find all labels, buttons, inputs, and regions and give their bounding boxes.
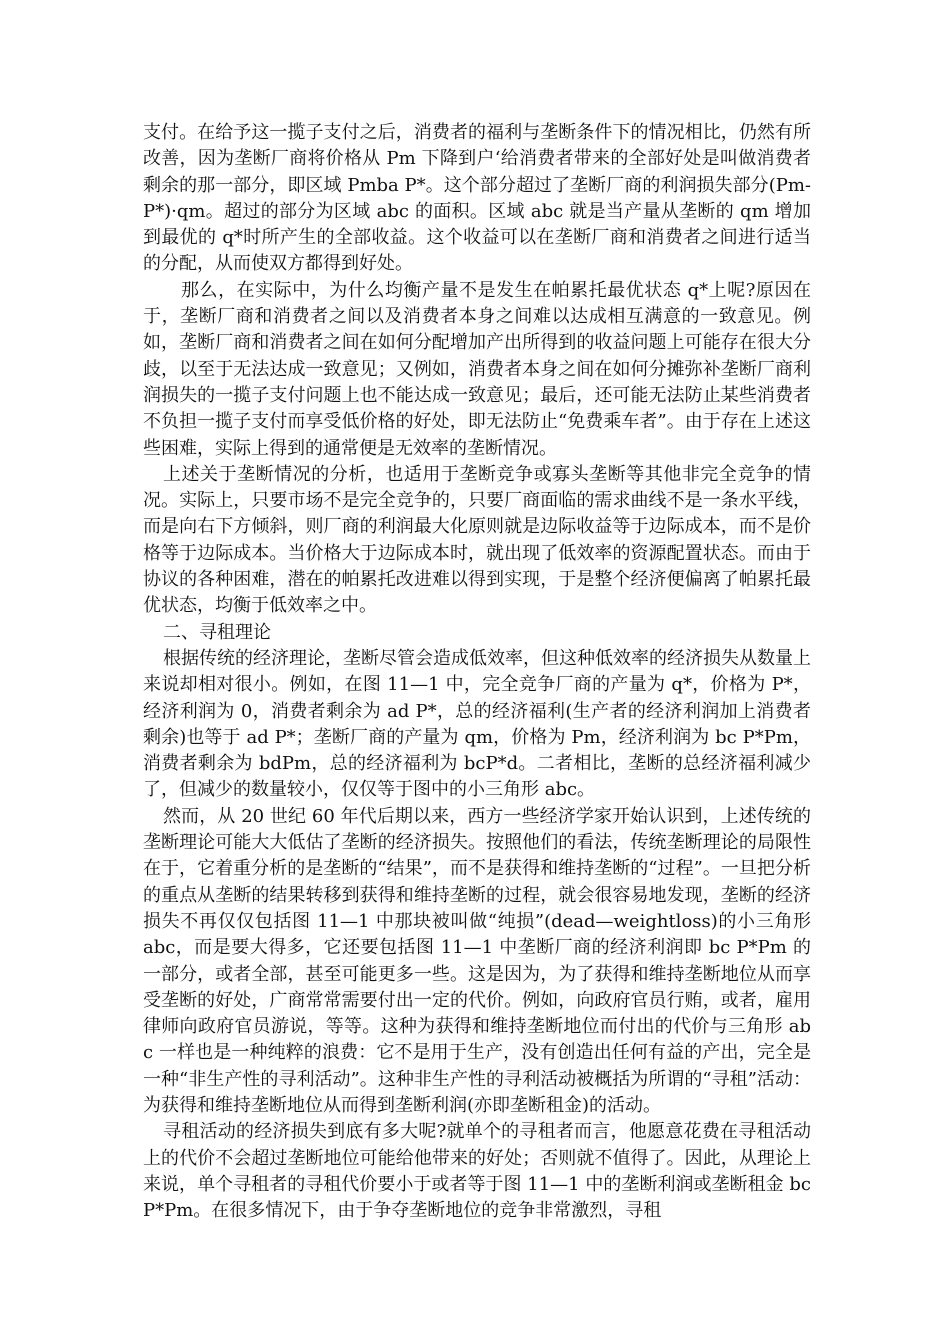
paragraph-lump-sum-payment: 支付。在给予这一揽子支付之后，消费者的福利与垄断条件下的情况相比，仍然有所改善，因为垄断厂商将价格从 Pm 下降到户‘给消费者带来的全部好处是叫做消费者剩余的那一部分，即区域 Pmba P*。这个部分超过了垄断厂商的利润损失部分(Pm- P*)·qm。超过的部分为区域 abc 的面积。区域 abc 就是当产量从垄断的 qm 增加到最优的 q*时所产生的全部收益。这个收益可以在垄断厂商和消费者之间进行适当的分配，从而使双方都得到好处。 — [143, 122, 811, 275]
paragraph-why-not-pareto: 那么，在实际中，为什么均衡产量不是发生在帕累托最优状态 q*上呢?原因在于，垄断厂商和消费者之间以及消费者本身之间难以达成相互满意的一致意见。例如，垄断厂商和消费者之间在如何分配增加产出所得到的收益问题上可能存在很大分歧，以至于无法达成一致意见；又例如，消费者本身之间在如何分摊弥补垄断厂商利润损失的一揽子支付问题上也不能达成一致意见；最后，还可能无法防止某些消费者不负担一揽子支付而享受低价格的好处，即无法防止“免费乘车者”。由于存在上述这些困难，实际上得到的通常便是无效率的垄断情况。 — [143, 279, 811, 459]
document-page — [143, 120, 811, 1224]
paragraph-rent-seeking-process: 然而，从 20 世纪 60 年代后期以来，西方一些经济学家开始认识到，上述传统的垄断理论可能大大低估了垄断的经济损失。按照他们的看法，传统垄断理论的局限性在于，它着重分析的是垄断的“结果”，而不是获得和维持垄断的“过程”。一旦把分析的重点从垄断的结果转移到获得和维持垄断的过程，就会很容易地发现，垄断的经济损失不再仅仅包括图 11—1 中那块被叫做“纯损”(dead—weightloss)的小三角形 abc，而是要大得多，它还要包括图 11—1 中垄断厂商的经济利润即 bc P*Pm 的一部分，或者全部，甚至可能更多一些。这是因为，为了获得和维持垄断地位从而享受垄断的好处，广商常常需要付出一定的代价。例如，向政府官员行贿，或者，雇用律师向政府官员游说，等等。这种为获得和维持垄断地位而付出的代价与三角形 abc 一样也是一种纯粹的浪费：它不是用于生产，没有创造出任何有益的产出，完全是一种“非生产性的寻利活动”。这种非生产性的寻利活动被概括为所谓的“寻租”活动：为获得和维持垄断地位从而得到垄断利润(亦即垄断租金)的活动。 — [143, 805, 811, 1116]
paragraph-traditional-theory: 根据传统的经济理论，垄断尽管会造成低效率，但这种低效率的经济损失从数量上来说却相对很小。例如，在图 11—1 中，完全竞争厂商的产量为 q*，价格为 P*，经济利润为 0，消费者剩余为 ad P*，总的经济福利(生产者的经济利润加上消费者剩余)也等于 ad P*；垄断厂商的产量为 qm，价格为 Pm，经济利润为 bc P*Pm，消费者剩余为 bdPm，总的经济福利为 bcP*d。二者相比，垄断的总经济福利减少了，但减少的数量较小，仅仅等于图中的小三角形 abc。 — [143, 647, 811, 801]
section-heading-rent-seeking: 二、寻租理论 — [163, 621, 271, 643]
paragraph-imperfect-competition: 上述关于垄断情况的分析，也适用于垄断竞争或寡头垄断等其他非完全竞争的情况。实际上，只要市场不是完全竞争的，只要厂商面临的需求曲线不是一条水平线，而是向右下方倾斜，则厂商的利润最大化原则就是边际收益等于边际成本，而不是价格等于边际成本。当价格大于边际成本时，就出现了低效率的资源配置状态。而由于协议的各种困难，潜在的帕累托改进难以得到实现，于是整个经济便偏离了帕累托最优状态，均衡于低效率之中。 — [143, 463, 811, 617]
paragraph-rent-seeking-cost: 寻租活动的经济损失到底有多大呢?就单个的寻租者而言，他愿意花费在寻租活动上的代价不会超过垄断地位可能给他带来的好处；否则就不值得了。因此，从理论上来说，单个寻租者的寻租代价要小于或者等于图 11—1 中的垄断利润或垄断租金 bcP*Pm。在很多情况下，由于争夺垄断地位的竞争非常激烈，寻租 — [143, 1121, 811, 1222]
